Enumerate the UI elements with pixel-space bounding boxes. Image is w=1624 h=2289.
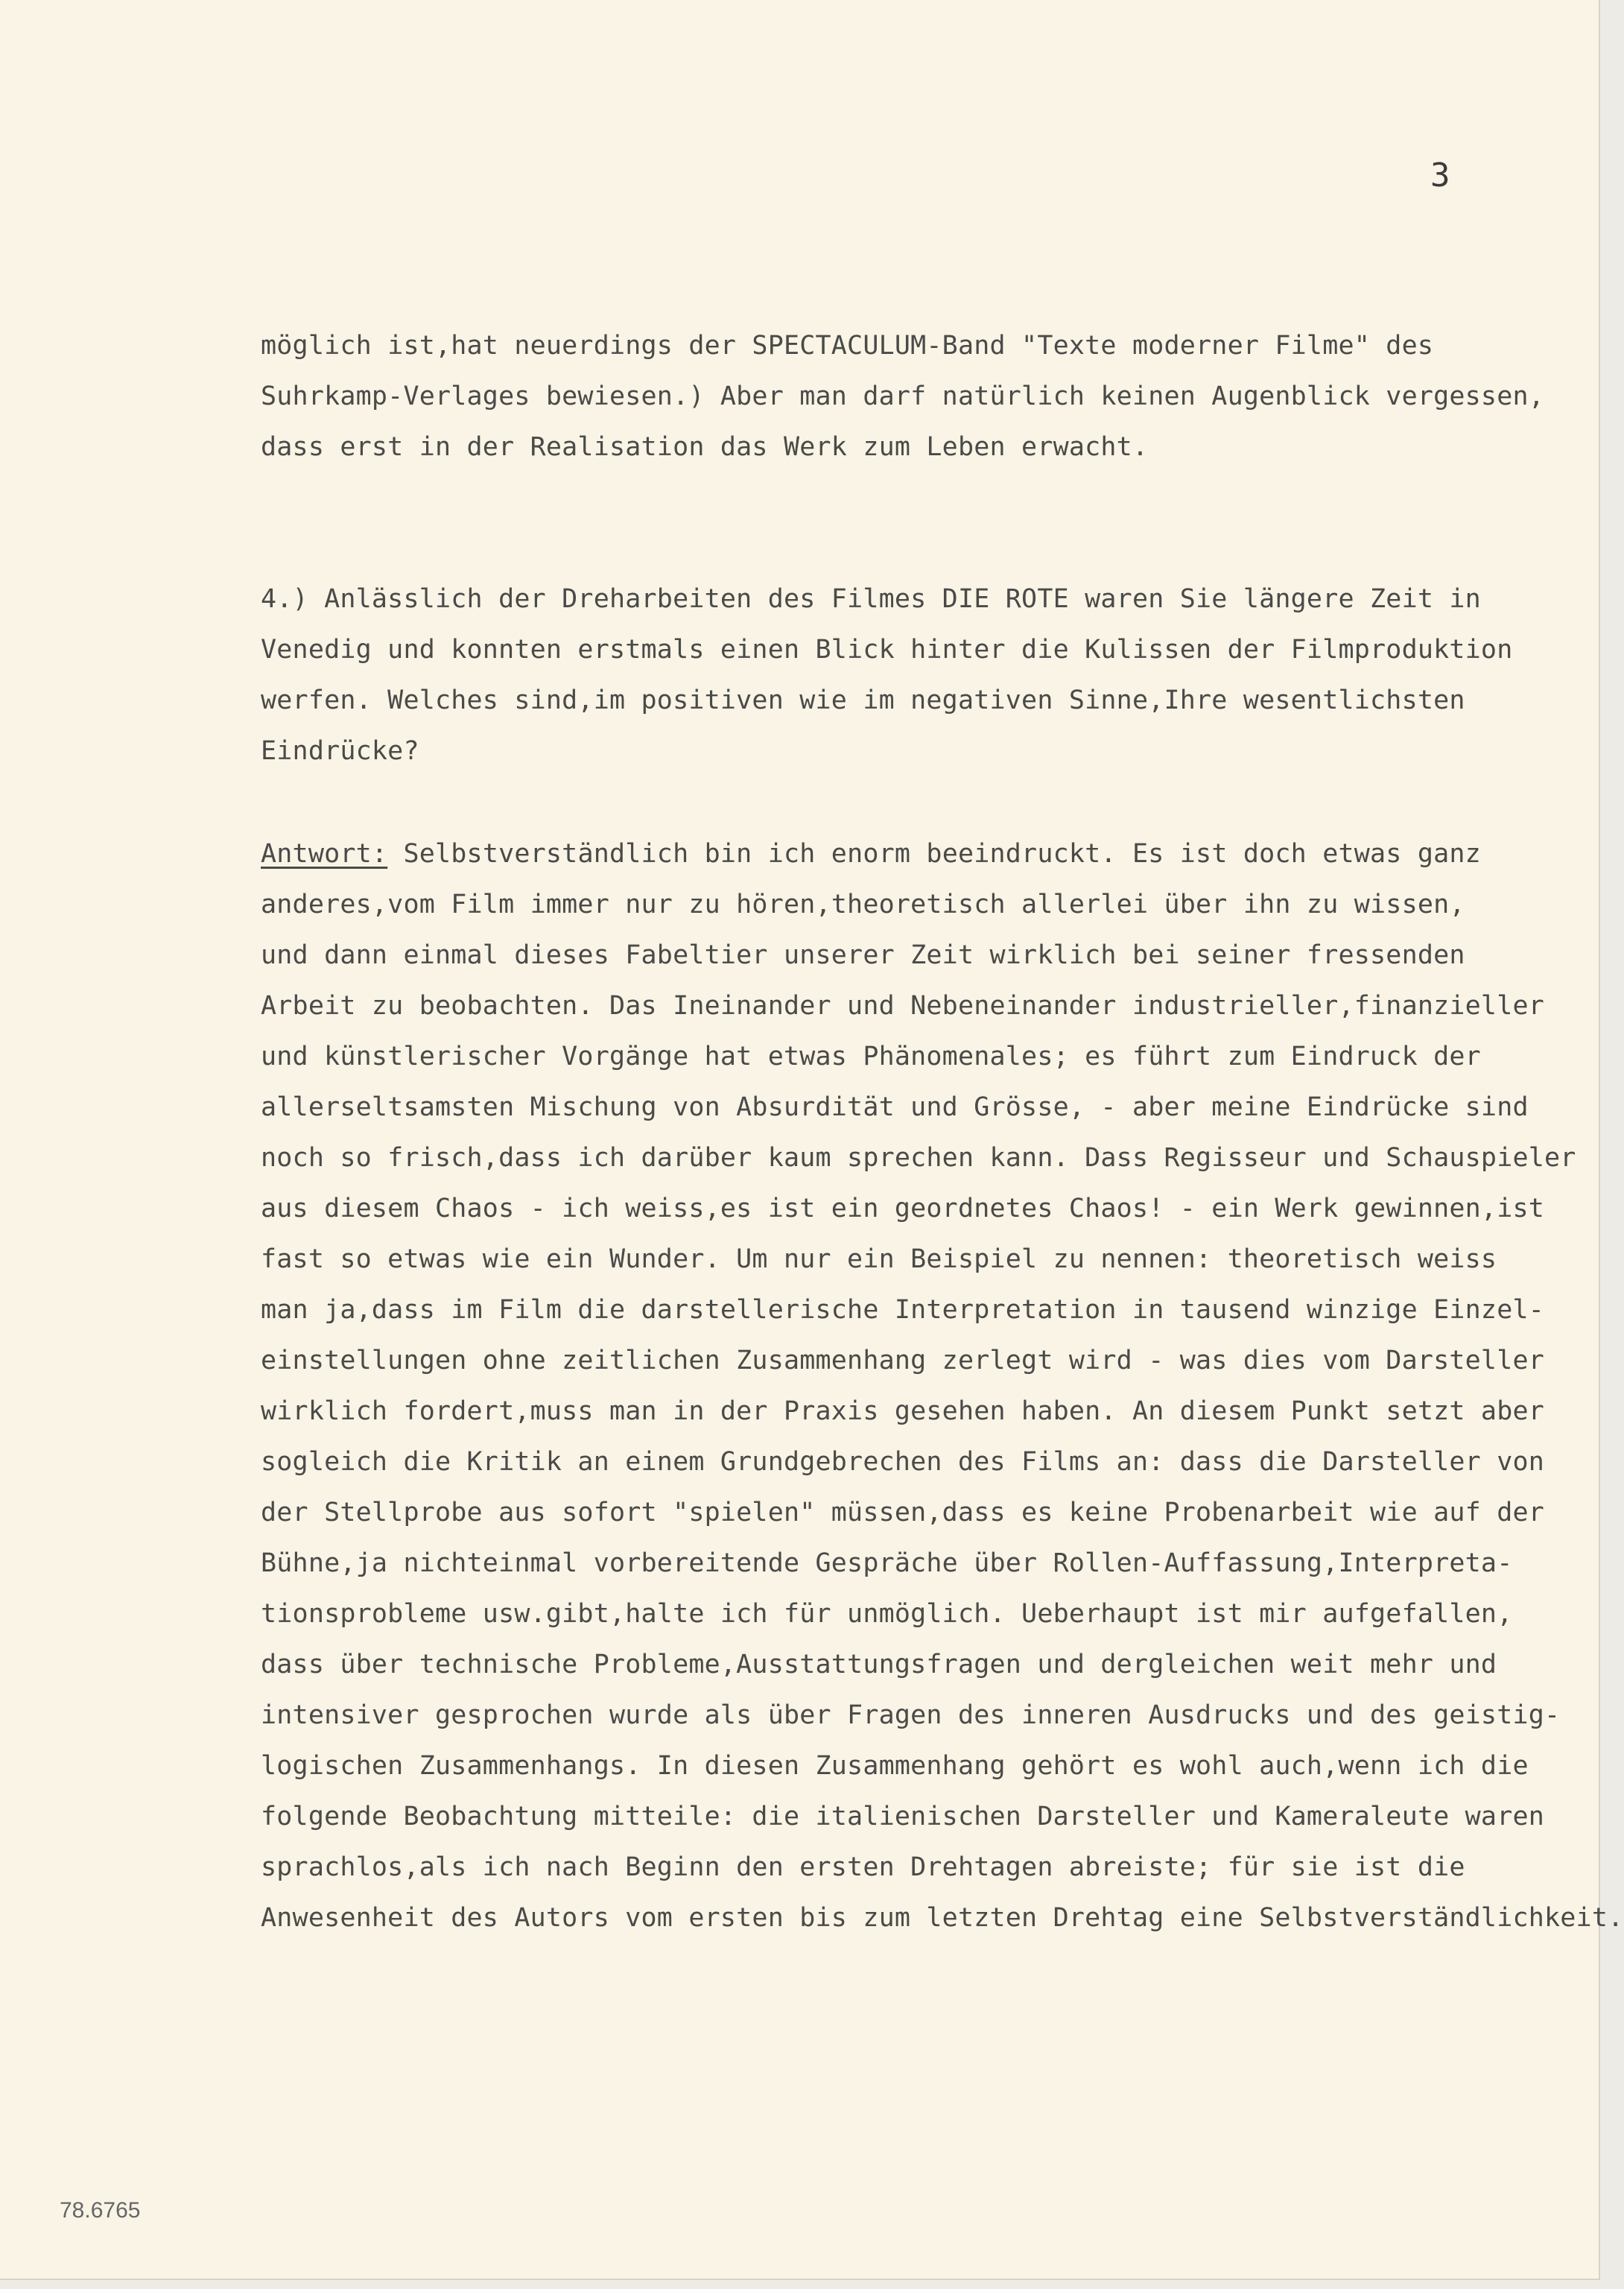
- answer-line: und dann einmal dieses Fabeltier unserer Zeit wirklich bei seiner fressenden: [261, 940, 1465, 970]
- question-line: werfen. Welches sind,im positiven wie im negativen Sinne,Ihre wesentlichsten: [261, 686, 1465, 715]
- question-line: 4.) Anlässlich der Dreharbeiten des Filmes DIE ROTE waren Sie längere Zeit in: [261, 584, 1481, 614]
- answer-label: Antwort:: [261, 839, 388, 869]
- answer-line: Arbeit zu beobachten. Das Ineinander und Nebeneinander industrieller,finanzieller: [261, 991, 1545, 1021]
- question-line: Eindrücke?: [261, 736, 419, 766]
- answer-line: tionsprobleme usw.gibt,halte ich für unmöglich. Ueberhaupt ist mir aufgefallen,: [261, 1599, 1513, 1629]
- answer-first-line: [261, 839, 1481, 869]
- text-line: möglich ist,hat neuerdings der SPECTACULUM-Band "Texte moderner Filme" des: [261, 331, 1434, 361]
- answer-line: folgende Beobachtung mitteile: die italienischen Darsteller und Kameraleute waren: [261, 1802, 1545, 1831]
- answer-line: sogleich die Kritik an einem Grundgebrechen des Films an: dass die Darsteller von: [261, 1447, 1545, 1477]
- answer-line: sprachlos,als ich nach Beginn den ersten Drehtagen abreiste; für sie ist die: [261, 1852, 1465, 1882]
- answer-line: wirklich fordert,muss man in der Praxis gesehen haben. An diesem Punkt setzt aber: [261, 1396, 1545, 1426]
- answer-line: noch so frisch,dass ich darüber kaum sprechen kann. Dass Regisseur und Schauspieler: [261, 1143, 1576, 1173]
- page-number: 3: [1430, 156, 1450, 194]
- answer-line: intensiver gesprochen wurde als über Fragen des inneren Ausdrucks und des geistig-: [261, 1700, 1561, 1730]
- answer-line: man ja,dass im Film die darstellerische Interpretation in tausend winzige Einzel-: [261, 1295, 1545, 1325]
- answer-line: dass über technische Probleme,Ausstattungsfragen und dergleichen weit mehr und: [261, 1650, 1497, 1679]
- answer-line: der Stellprobe aus sofort "spielen" müssen,dass es keine Probenarbeit wie auf der: [261, 1498, 1545, 1527]
- answer-line: allerseltsamsten Mischung von Absurdität und Grösse, - aber meine Eindrücke sind: [261, 1092, 1529, 1122]
- answer-first-line-text: Selbstverständlich bin ich enorm beeindruckt. Es ist doch etwas ganz: [387, 839, 1481, 869]
- answer-line: einstellungen ohne zeitlichen Zusammenhang zerlegt wird - was dies vom Darsteller: [261, 1346, 1545, 1375]
- answer-line: logischen Zusammenhangs. In diesen Zusammenhang gehört es wohl auch,wenn ich die: [261, 1751, 1529, 1781]
- text-line: Suhrkamp-Verlages bewiesen.) Aber man darf natürlich keinen Augenblick vergessen,: [261, 382, 1545, 411]
- answer-line: und künstlerischer Vorgänge hat etwas Phänomenales; es führt zum Eindruck der: [261, 1042, 1481, 1071]
- archive-number: 78.6765: [60, 2198, 141, 2223]
- answer-line: Bühne,ja nichteinmal vorbereitende Gespräche über Rollen-Auffassung,Interpreta-: [261, 1548, 1513, 1578]
- answer-line: aus diesem Chaos - ich weiss,es ist ein geordnetes Chaos! - ein Werk gewinnen,ist: [261, 1194, 1545, 1223]
- answer-line: anderes,vom Film immer nur zu hören,theoretisch allerlei über ihn zu wissen,: [261, 890, 1465, 919]
- text-line: dass erst in der Realisation das Werk zum Leben erwacht.: [261, 432, 1149, 462]
- answer-line: fast so etwas wie ein Wunder. Um nur ein Beispiel zu nennen: theoretisch weiss: [261, 1244, 1497, 1274]
- question-line: Venedig und konnten erstmals einen Blick hinter die Kulissen der Filmproduktion: [261, 635, 1513, 665]
- answer-line: Anwesenheit des Autors vom ersten bis zum letzten Drehtag eine Selbstverständlichkeit.: [261, 1903, 1624, 1933]
